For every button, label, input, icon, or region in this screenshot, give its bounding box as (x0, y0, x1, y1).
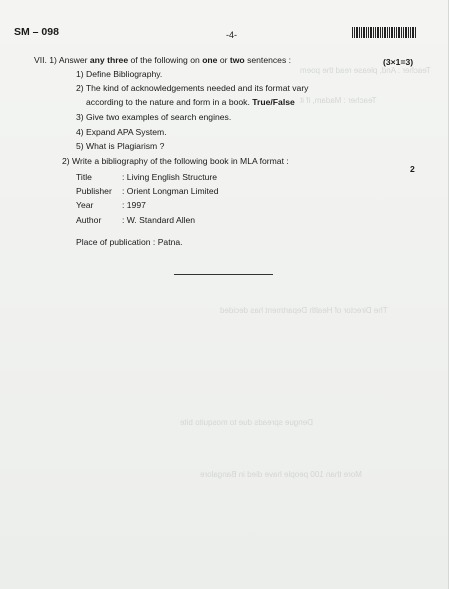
table-row (76, 215, 219, 229)
field-value: : 1997 (122, 200, 146, 211)
field-label: Title (76, 172, 92, 182)
bleed-through-text: Teacher : And, please read the poem (300, 66, 431, 75)
field-value: : W. Standard Allen (122, 214, 196, 225)
place-of-publication: Place of publication : Patna. (76, 237, 183, 247)
field-label: Publisher (76, 186, 112, 197)
book-details-table (76, 172, 219, 229)
field-value: : Living English Structure (122, 172, 218, 182)
question-1-item: 4) Expand APA System. (76, 127, 167, 137)
bleed-through-text: Dengue spreads due to mosquito bite (180, 418, 313, 427)
bleed-through-text: The Director of Health Department has decided (220, 306, 388, 315)
table-row (76, 186, 219, 200)
table-row (76, 200, 219, 214)
end-rule (174, 274, 273, 275)
field-value: : Orient Longman Limited (122, 186, 219, 197)
field-label: Year (76, 200, 94, 211)
question-1-marks: (3×1=3) (383, 57, 414, 67)
table-row (76, 172, 219, 186)
field-label: Author (76, 214, 102, 225)
question-1-item: 3) Give two examples of search engines. (76, 112, 232, 122)
question-2-marks: 2 (410, 164, 415, 174)
page-number: -4- (226, 30, 237, 40)
paper-code: SM – 098 (14, 26, 59, 38)
question-2-instruction: 2) Write a bibliography of the following book in MLA format : (62, 156, 289, 166)
barcode (352, 27, 416, 38)
bleed-through-text: More than 100 people have died in Bangalore (200, 470, 362, 479)
question-1-item: according to the nature and form in a book. True/False (86, 97, 295, 107)
question-1-instruction: VII. 1) Answer any three of the following on one or two sentences : (34, 55, 292, 65)
bleed-through-text: Teacher : Madam, if it (300, 96, 377, 105)
question-1-item: 1) Define Bibliography. (76, 69, 163, 79)
question-1-item: 5) What is Plagiarism ? (76, 141, 165, 151)
question-1-item: 2) The kind of acknowledgements needed and its format vary (76, 83, 309, 93)
